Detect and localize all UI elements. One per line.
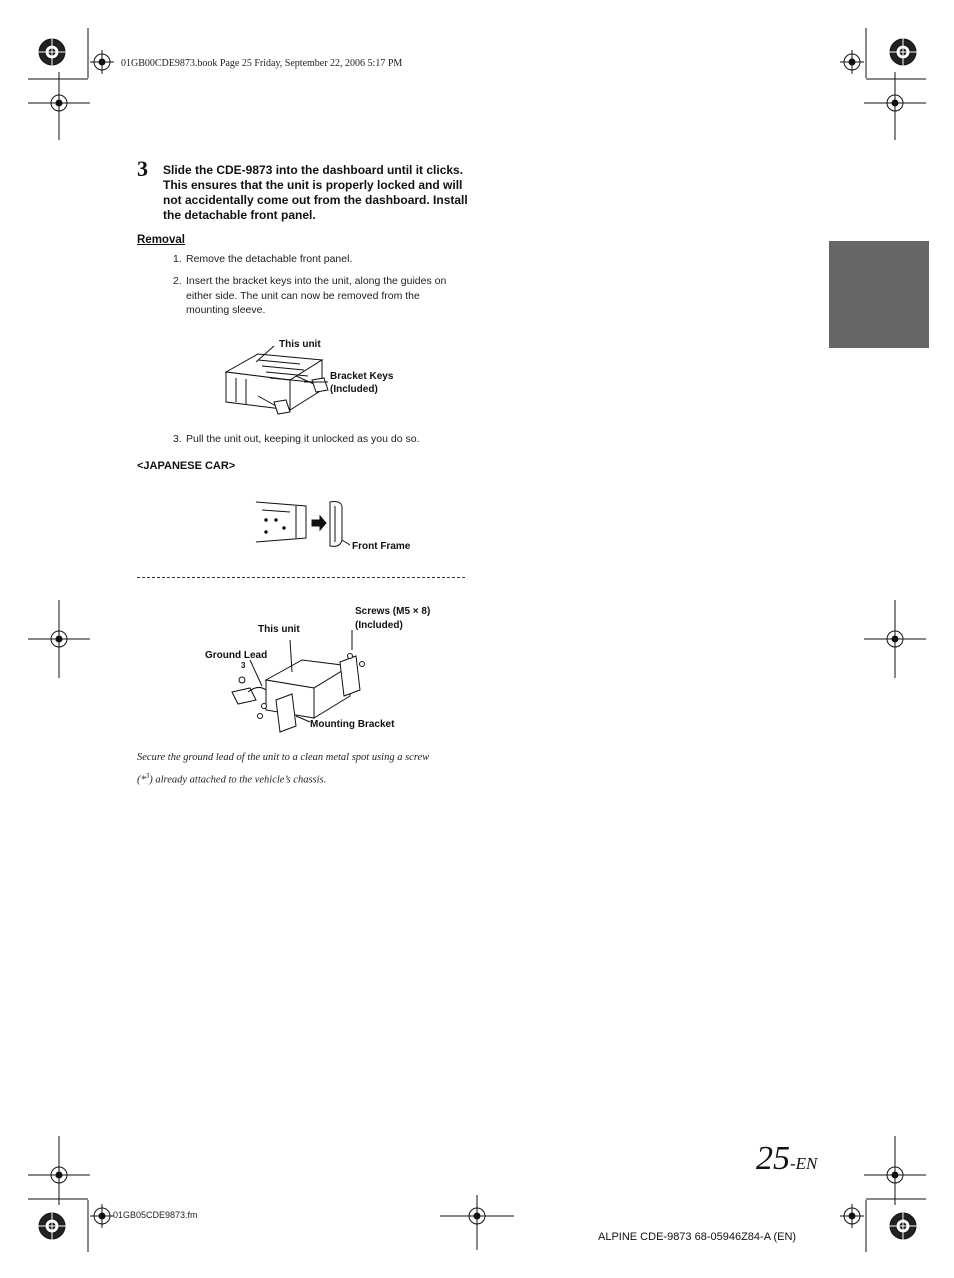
label-ground-lead: Ground Lead	[205, 650, 268, 661]
note-line-1: Secure the ground lead of the unit to a clean metal spot using a screw	[137, 752, 430, 763]
label-this-unit-mounting: This unit	[258, 624, 300, 635]
japanese-car-heading: <JAPANESE CAR>	[137, 460, 236, 472]
note-line-2	[137, 767, 467, 790]
note-footnote-ref: 3	[145, 772, 150, 780]
step-instruction: Slide the CDE-9873 into the dashboard until it clicks. This ensures that the unit is properly locked and will not accidentally come out from the dashboard. Install the detachable front panel.	[163, 163, 468, 222]
list-item-number: 3.	[173, 433, 182, 445]
page-number-suffix: -EN	[790, 1154, 818, 1173]
label-screws: Screws (M5 × 8)	[355, 606, 431, 617]
footer-file-name: 01GB05CDE9873.fm	[113, 1210, 198, 1220]
footer-model-code: ALPINE CDE-9873 68-05946Z84-A (EN)	[598, 1231, 797, 1243]
list-item-number: 2.	[173, 275, 182, 287]
label-this-unit: This unit	[279, 339, 321, 350]
label-front-frame: Front Frame	[352, 541, 411, 552]
note-line-2-prefix: (*	[137, 774, 146, 786]
removal-heading: Removal	[137, 234, 185, 246]
step-number: 3	[137, 156, 148, 181]
page-number-value: 25	[756, 1140, 790, 1177]
page-number	[756, 1140, 817, 1178]
label-mounting-bracket: Mounting Bracket	[310, 719, 395, 730]
label-screw-marker: 3	[241, 661, 246, 670]
list-item-text: Remove the detachable front panel.	[186, 253, 353, 265]
ground-lead-note	[137, 748, 467, 790]
note-line-2-text: ) already attached to the vehicle’s chassis.	[149, 774, 327, 786]
label-screws-included: (Included)	[355, 620, 403, 631]
list-item-text: Pull the unit out, keeping it unlocked as you do so.	[186, 433, 420, 445]
list-item-text: Insert the bracket keys into the unit, along the guides on either side. The unit can now be removed from the mounting sleeve.	[186, 275, 447, 316]
header-file-info: 01GB00CDE9873.book Page 25 Friday, September 22, 2006 5:17 PM	[121, 58, 403, 69]
list-item-number: 1.	[173, 253, 182, 265]
label-bracket-keys-included: (Included)	[330, 384, 378, 395]
label-bracket-keys: Bracket Keys	[330, 371, 394, 382]
